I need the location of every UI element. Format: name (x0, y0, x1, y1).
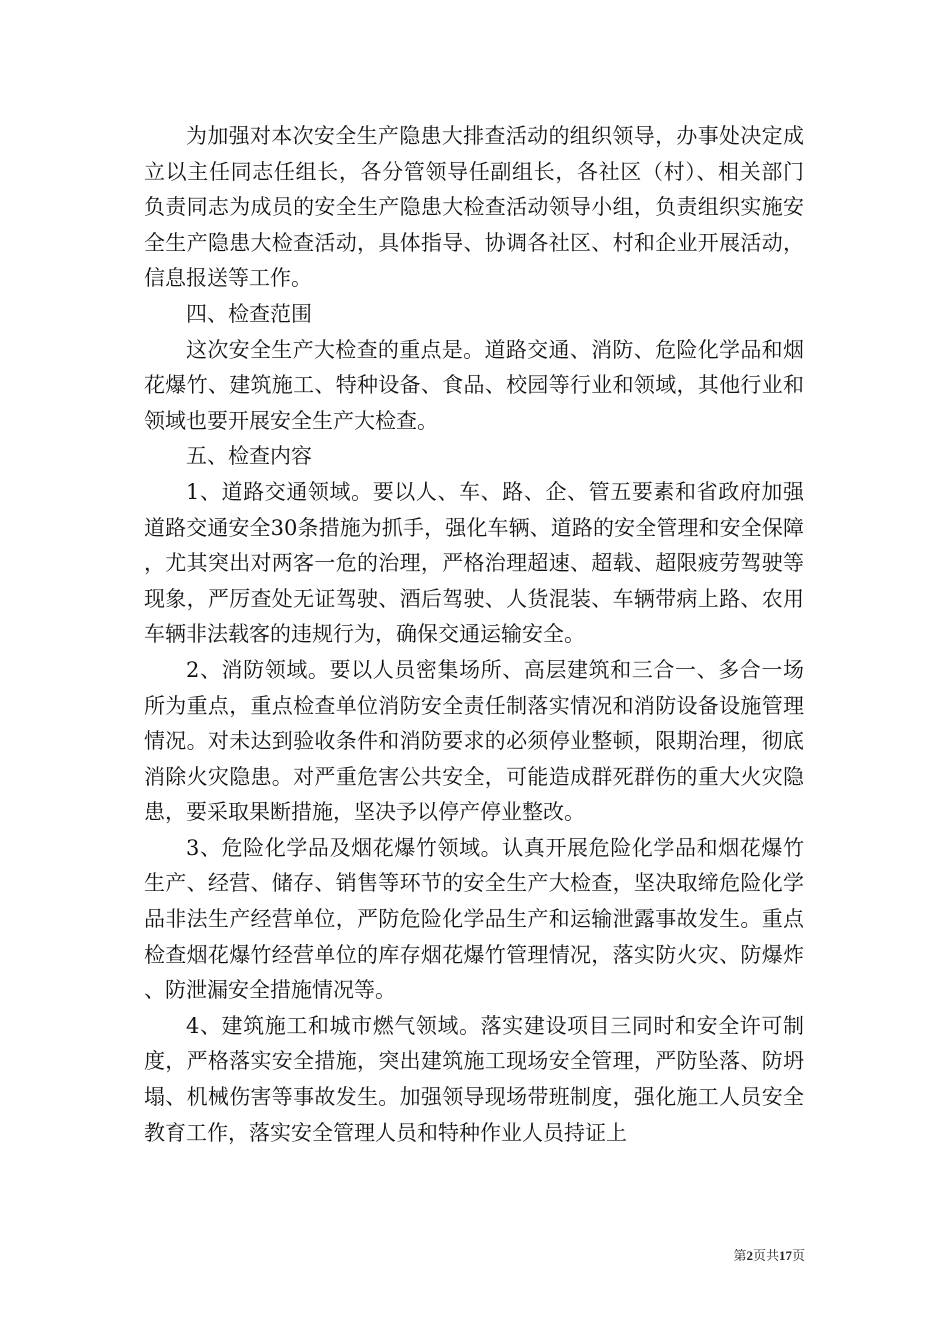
document-body (144, 119, 804, 1151)
footer-suffix: 页 (791, 1249, 805, 1264)
footer-prefix: 第 (733, 1249, 747, 1264)
page-number-footer (733, 1245, 805, 1264)
paragraph-leadership-group: 为加强对本次安全生产隐患大排查活动的组织领导，办事处决定成立以主任同志任组长，各分管领导任副组长，各社区（村）、相关部门负责同志为成员的安全生产隐患大检查活动领导小组，负责组织实施安全生产隐患大检查活动，具体指导、协调各社区、村和企业开展活动，信息报送等工作。 (144, 124, 804, 291)
footer-middle: 页共 (752, 1249, 779, 1264)
footer-current-page: 2 (746, 1248, 753, 1263)
paragraph-inspection-scope: 这次安全生产大检查的重点是。道路交通、消防、危险化学品和烟花爆竹、建筑施工、特种设备、食品、校园等行业和领域，其他行业和领域也要开展安全生产大检查。 (144, 337, 804, 433)
paragraph-fire-safety: 2、消防领域。要以人员密集场所、高层建筑和三合一、多合一场所为重点，重点检查单位消防安全责任制落实情况和消防设备设施管理情况。对未达到验收条件和消防要求的必须停业整顿，限期治理，彻底消除火灾隐患。对严重危害公共安全，可能造成群死群伤的重大火灾隐患，要采取果断措施，坚决予以停产停业整改。 (144, 657, 804, 825)
heading-inspection-scope: 四、检查范围 (186, 301, 312, 326)
paragraph-construction-gas: 4、建筑施工和城市燃气领域。落实建设项目三同时和安全许可制度，严格落实安全措施，突出建筑施工现场安全管理，严防坠落、防坍塌、机械伤害等事故发生。加强领导现场带班制度，强化施工人员安全教育工作，落实安全管理人员和特种作业人员持证上 (144, 1013, 804, 1145)
paragraph-road-traffic: 1、道路交通领域。要以人、车、路、企、管五要素和省政府加强道路交通安全30条措施为抓手，强化车辆、道路的安全管理和安全保障，尤其突出对两客一危的治理，严格治理超速、超载、超限疲劳驾驶等现象，严厉查处无证驾驶、酒后驾驶、人货混装、车辆带病上路、农用车辆非法载客的违规行为，确保交通运输安全。 (144, 479, 804, 647)
heading-inspection-content: 五、检查内容 (186, 444, 312, 469)
paragraph-hazardous-chemicals: 3、危险化学品及烟花爆竹领域。认真开展危险化学品和烟花爆竹生产、经营、储存、销售等环节的安全生产大检查，坚决取缔危险化学品非法生产经营单位，严防危险化学品生产和运输泄露事故发生。重点检查烟花爆竹经营单位的库存烟花爆竹管理情况，落实防火灾、防爆炸、防泄漏安全措施情况等。 (144, 835, 804, 1003)
footer-total-pages: 17 (778, 1248, 792, 1263)
